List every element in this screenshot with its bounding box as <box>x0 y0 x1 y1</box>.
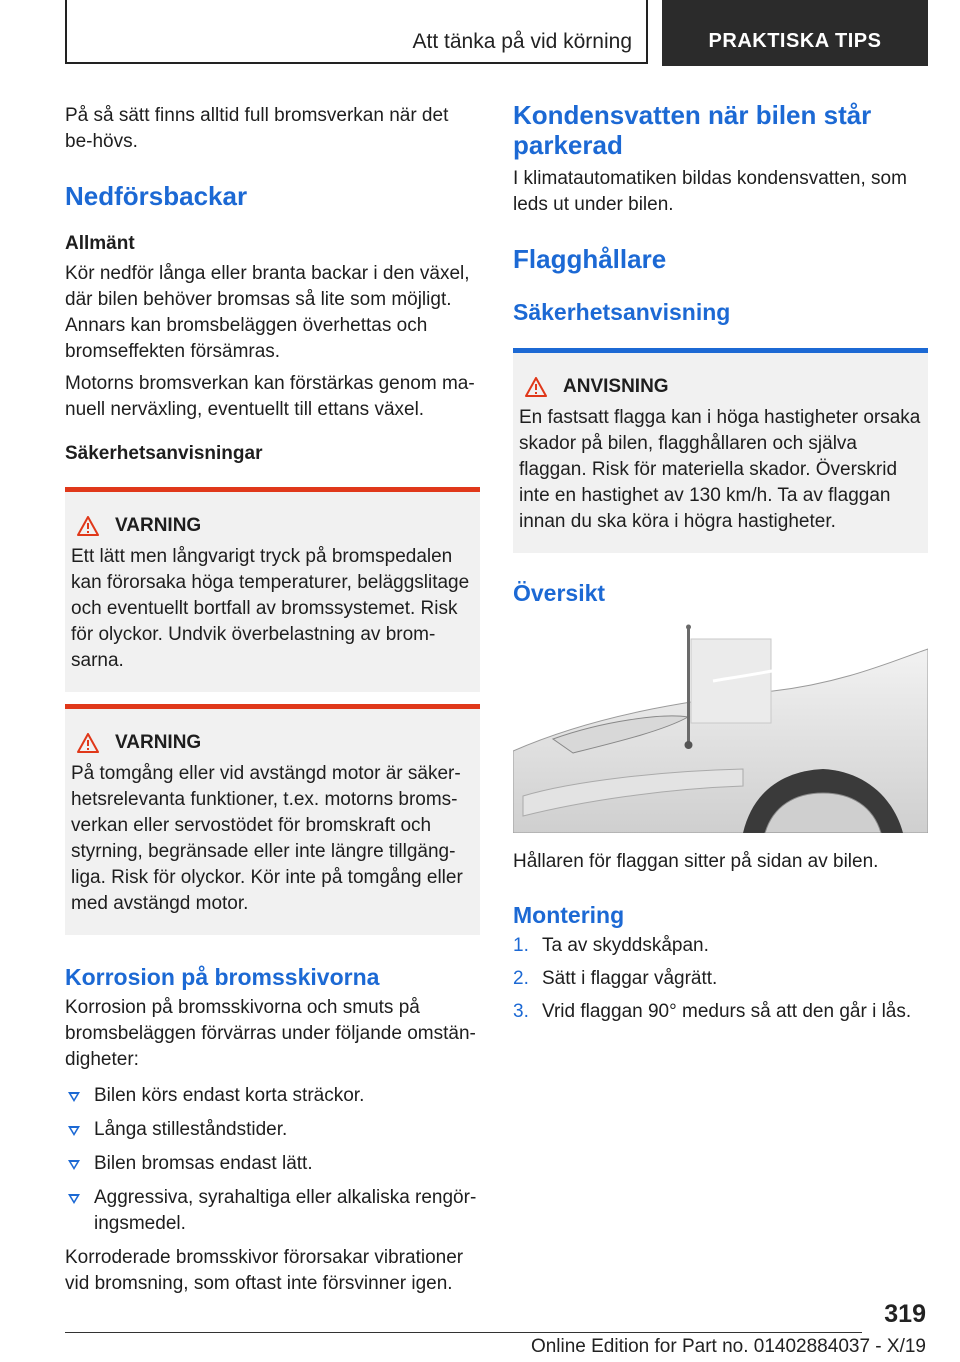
list-item: 3. Vrid flaggan 90° medurs så att den går i lås. <box>513 1001 912 1022</box>
warning-box-1 <box>65 487 480 692</box>
intro-paragraph: På så sätt finns alltid full bromsverkan när det be-hövs. <box>65 105 449 152</box>
illustration-caption: Hållaren för flaggan sitter på sidan av bilen. <box>513 851 879 872</box>
list-item: 2. Sätt i flaggar vågrätt. <box>513 968 718 989</box>
heading-corrosion: Korrosion på bromsskivorna <box>65 964 380 990</box>
section-title: Att tänka på vid körning <box>412 30 632 53</box>
general-paragraph-2: Motorns bromsverkan kan förstärkas genom ma-nuell nerväxling, eventuellt till ettans växel. <box>65 373 475 420</box>
corrosion-paragraph: Korrosion på bromsskivorna och smuts på bromsbeläggen förvärras under följande omstän-digheter: <box>65 997 476 1070</box>
warning-icon <box>525 377 547 397</box>
heading-downhill: Nedförsbackar <box>65 181 248 211</box>
page-header <box>65 0 928 66</box>
footer-divider <box>65 1332 862 1333</box>
warning-title: VARNING <box>115 515 202 536</box>
left-column <box>65 103 480 1297</box>
notice-text: En fastsatt flagga kan i höga hastigheter orsaka skador på bilen, flagghållaren och själva flaggan. Risk för materiella skador. Överskrid inte en hastighet av 130 km/h. Ta av flaggan innan du ska köra i högra hastigheter. <box>519 407 921 532</box>
triangle-bullet-icon <box>68 1092 80 1102</box>
list-item: 1. Ta av skyddskåpan. <box>513 935 709 956</box>
warning-text: Ett lätt men långvarigt tryck på bromspedalen kan förorsaka höga temperaturer, beläggslitage och eventuellt bortfall av bromssystemet. Risk för olyckor. Undvik överbelastning av brom-sarna. <box>71 546 470 671</box>
heading-condensation: Kondensvatten när bilen står parkerad <box>513 100 872 160</box>
warning-icon <box>77 733 99 753</box>
page-number: 319 <box>884 1300 926 1328</box>
warning-icon <box>77 516 99 536</box>
notice-title: ANVISNING <box>563 376 669 397</box>
warning-box-2 <box>65 704 480 935</box>
triangle-bullet-icon <box>68 1126 80 1136</box>
notice-box <box>513 348 928 553</box>
right-column <box>513 100 928 1032</box>
heading-overview: Översikt <box>513 580 606 606</box>
heading-mounting: Montering <box>513 902 625 928</box>
list-item: Bilen bromsas endast lätt. <box>65 1151 480 1177</box>
list-item: Långa stilleståndstider. <box>65 1117 480 1143</box>
section-tab <box>65 0 648 64</box>
heading-safety-instructions: Säkerhetsanvisningar <box>65 443 263 464</box>
heading-flag-holder: Flagghållare <box>513 244 667 274</box>
footer-edition: Online Edition for Part no. 01402884037 - X/19 <box>530 1336 926 1357</box>
mounting-steps <box>513 933 928 1025</box>
chapter-title: PRAKTISKA TIPS <box>708 30 882 52</box>
list-item: Aggressiva, syrahaltiga eller alkaliska rengör-ingsmedel. <box>65 1185 480 1237</box>
list-item: Bilen körs endast korta sträckor. <box>65 1083 480 1109</box>
warning-title: VARNING <box>115 732 202 753</box>
flag-holder-illustration <box>513 621 928 833</box>
chapter-tab <box>662 0 928 66</box>
heading-general: Allmänt <box>65 233 135 254</box>
condensation-paragraph: I klimatautomatiken bildas kondensvatten, som leds ut under bilen. <box>513 168 907 215</box>
triangle-bullet-icon <box>68 1160 80 1170</box>
corrosion-end-paragraph: Korroderade bromsskivor förorsakar vibrationer vid bromsning, som oftast inte försvinner igen. <box>65 1247 464 1294</box>
corrosion-list <box>65 1083 480 1237</box>
warning-text: På tomgång eller vid avstängd motor är säker-hetsrelevanta funktioner, t.ex. motorns broms-verkan eller servostödet för bromskraft och styrning, begränsade eller inte längre tillgäng-liga. Risk för olyckor. Kör inte på tomgång eller med avstängd motor. <box>71 763 463 914</box>
general-paragraph-1: Kör nedför långa eller branta backar i den växel, där bilen behöver bromsas så lite som möjligt. Annars kan bromsbeläggen överhettas och bromseffekten försämras. <box>65 263 470 362</box>
triangle-bullet-icon <box>68 1194 80 1204</box>
heading-safety-instruction: Säkerhetsanvisning <box>513 299 731 325</box>
